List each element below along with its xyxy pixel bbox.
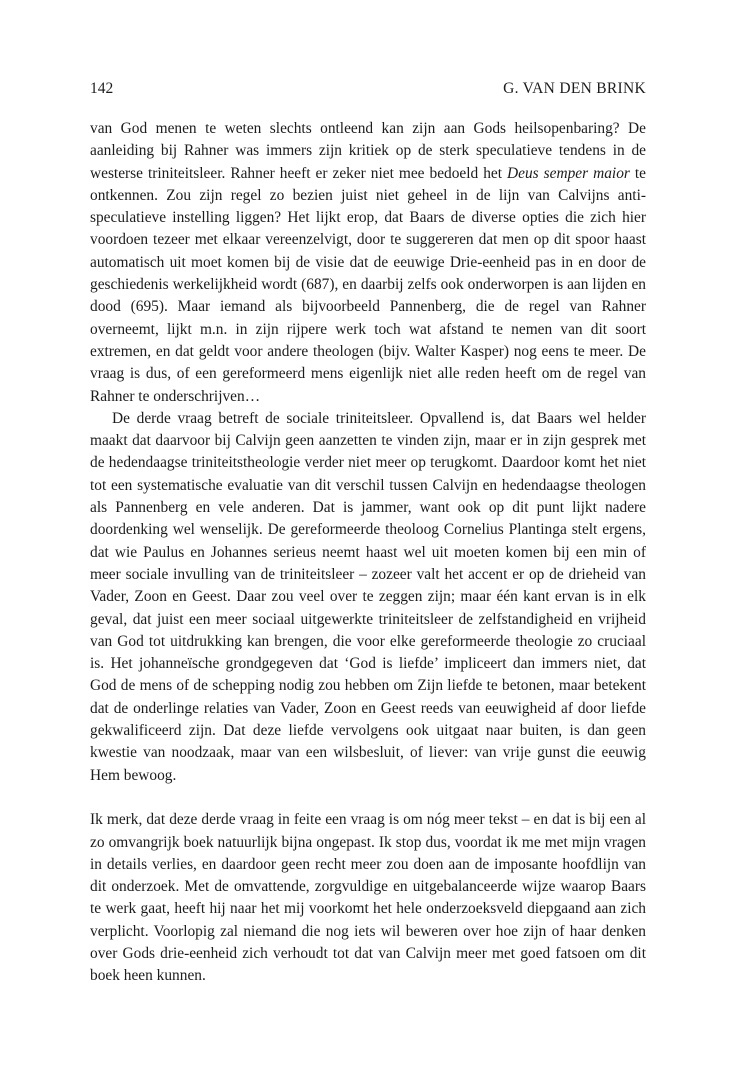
italic-phrase: Deus semper maior — [507, 164, 630, 182]
paragraph-3: Ik merk, dat deze derde vraag in feite een vraag is om nóg meer tekst – en dat is bij een al zo omvangrijk boek natuurlijk bijna ongepast. Ik stop dus, voordat ik me met mijn vragen in details verlies, en daardoor geen recht meer zou doen aan de imposante hoofdlijn van dit onderzoek. Met de omvattende, zorgvuldige en uitgebalanceerde wijze waarop Baars te werk gaat, heeft hij naar het mij voorkomt het hele onderzoeksveld diepgaand aan zich verplicht. Voorlopig zal niemand die nog iets wil beweren over hoe zijn of haar denken over Gods drie-eenheid zich verhoudt tot dat van Calvijn meer met goed fatsoen om dit boek heen kunnen. — [90, 811, 646, 985]
paragraph-1-text-b: te ontkennen. Zou zijn regel zo bezien juist niet geheel in de lijn van Calvijns anti-speculatieve instelling liggen? Het lijkt erop, dat Baars de diverse opties die zich hier voordoen tezeer met elkaar vereenzelvigt, door te suggereren dat men op dit spoor haast automatisch uit moet komen bij de visie dat de eeuwige Drie-eenheid pas in en door de geschiedenis werkelijkheid wordt (687), en daarbij zelfs ook onderworpen is aan lijden en dood (695). Maar iemand als bijvoorbeeld Pannenberg, die de regel van Rahner overneemt, lijkt m.n. in zijn rijpere werk toch wat afstand te nemen van dit soort extremen, en dat geldt voor andere theologen (bijv. Walter Kasper) nog eens te meer. De vraag is dus, of een gereformeerd mens eigenlijk niet alle reden heeft om de regel van Rahner te onderschrijven… — [90, 164, 646, 405]
paragraph-2: De derde vraag betreft de sociale triniteitsleer. Opvallend is, dat Baars wel helder maakt dat daarvoor bij Calvijn geen aanzetten te vinden zijn, maar er in zijn gesprek met de hedendaagse triniteitstheologie verder niet meer op terugkomt. Daardoor komt het niet tot een systematische evaluatie van dit verschil tussen Calvijn en hedendaagse theologen als Pannenberg en vele anderen. Dat is jammer, want ook op dit punt lijkt nadere doordenking wel wenselijk. De gereformeerde theoloog Cornelius Plantinga stelt ergens, dat wie Paulus en Johannes serieus neemt haast wel uit moeten komen bij een min of meer sociale invulling van de triniteitsleer – zozeer valt het accent er op de drieheid van Vader, Zoon en Geest. Daar zou veel over te zeggen zijn; maar één kant ervan is in elk geval, dat juist een meer sociaal uitgewerkte triniteitsleer de zelfstandigheid en vrijheid van God tot uitdrukking kan brengen, die voor elke gereformeerde theologie zo cruciaal is. Het johanneïsche grondgegeven dat ‘God is liefde’ impliceert dan immers niet, dat God de mens of de schepping nodig zou hebben om Zijn liefde te betonen, maar betekent dat de onderlinge relaties van Vader, Zoon en Geest reeds van eeuwigheid af door liefde gekwalificeerd zijn. Dat deze liefde vervolgens ook uitgaat naar buiten, is dan geen kwestie van noodzaak, maar van een wilsbesluit, of liever: van vrije gunst die eeuwig Hem bewoog. — [90, 409, 646, 784]
body-text — [90, 118, 646, 988]
running-header — [90, 78, 646, 100]
paragraph-1 — [90, 118, 646, 408]
running-head-author: G. VAN DEN BRINK — [503, 80, 646, 97]
page-number: 142 — [90, 80, 114, 97]
paragraph-1-text-a: van God menen te weten slechts ontleend kan zijn aan Gods heilsopenbaring? De aanleiding bij Rahner was immers zijn kritiek op de sterk speculatieve tendens in de westerse triniteitsleer. Rahner heeft er zeker niet mee bedoeld het — [90, 120, 646, 182]
